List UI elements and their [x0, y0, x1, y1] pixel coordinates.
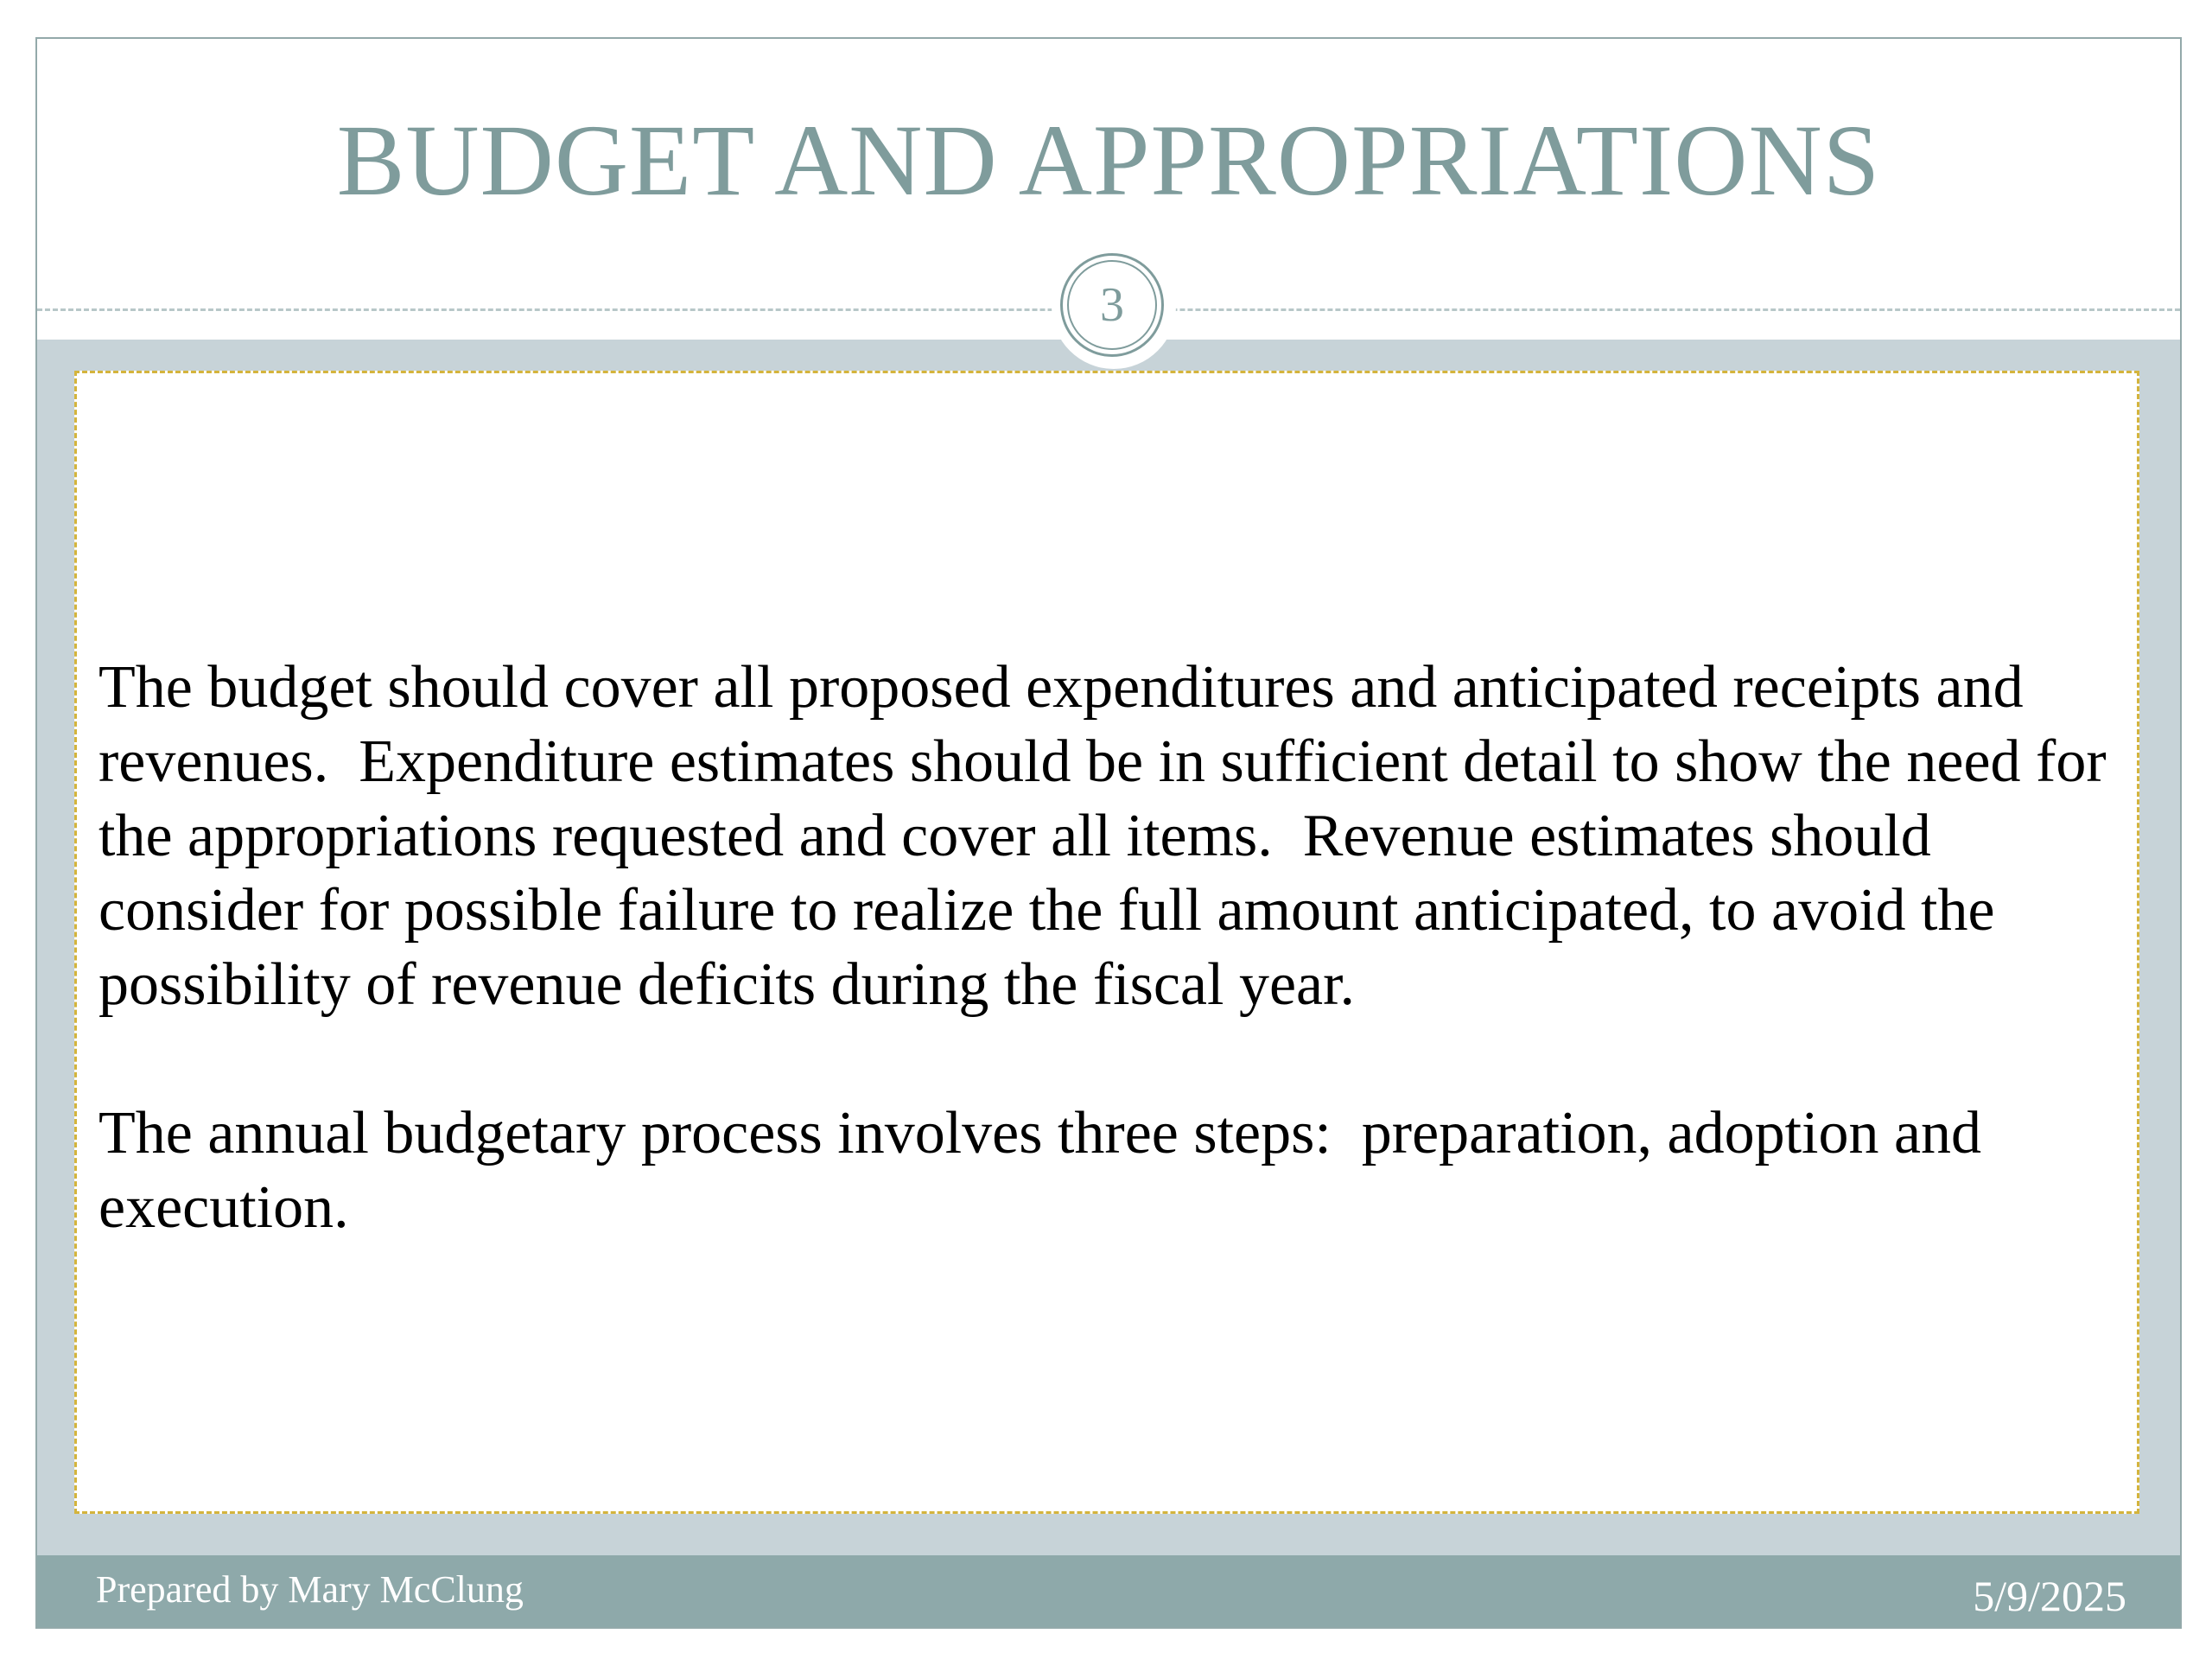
slide-title: BUDGET AND APPROPRIATIONS: [336, 104, 1881, 217]
slide-number-badge: [1052, 245, 1176, 369]
body-text: [99, 651, 2120, 1245]
footer-bar: [37, 1555, 2180, 1627]
body-paragraph-2: The annual budgetary process involves three steps: preparation, adoption and execution.: [99, 1100, 1997, 1241]
body-paragraph-1: The budget should cover all proposed expenditures and anticipated receipts and revenues. Expenditure estimates should be in sufficient detail to show the need for the appropriations requested and cover all items. Revenue estimates should consider for possible failure to realize the full amount anticipated, to avoid the possibility of revenue deficits during the fiscal year.: [99, 654, 2122, 1018]
slide-number: 3: [1067, 260, 1157, 350]
footer-date: 5/9/2025: [1973, 1572, 2126, 1620]
content-placeholder[interactable]: [74, 371, 2139, 1514]
footer-author: Prepared by Mary McClung: [96, 1568, 524, 1611]
slide: [35, 37, 2182, 1629]
